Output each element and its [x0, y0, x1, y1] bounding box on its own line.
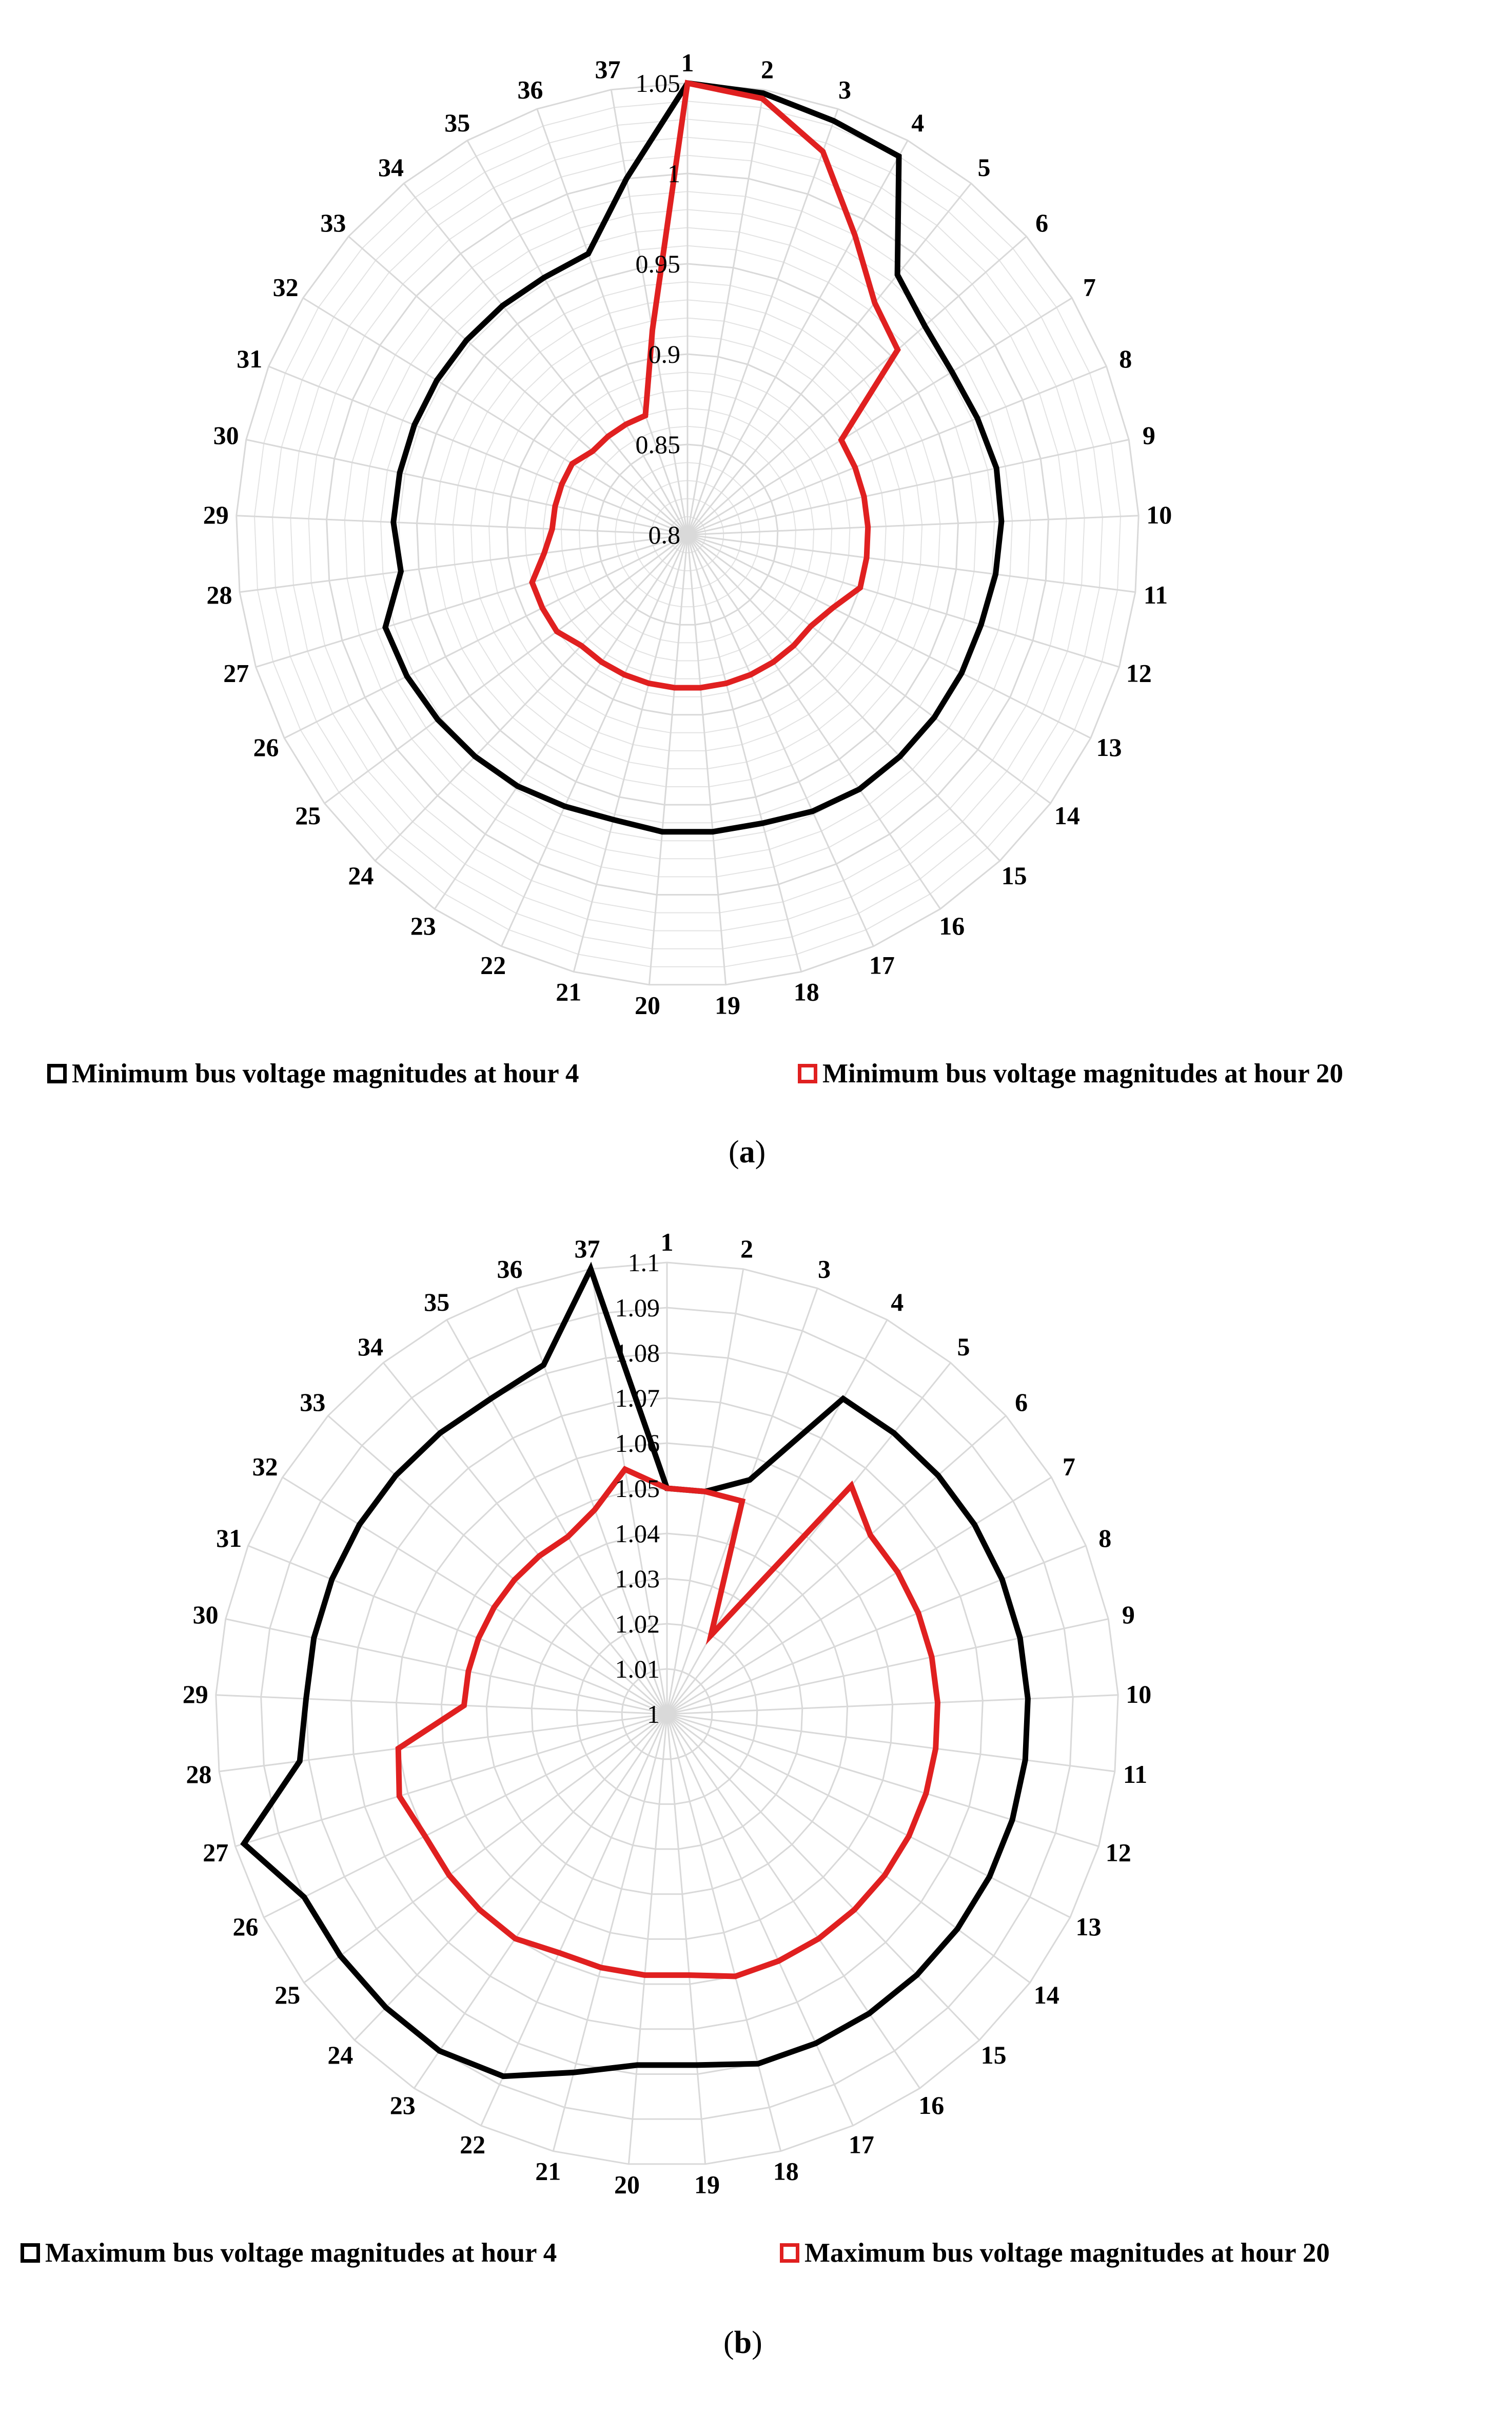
- grid-spoke: [667, 1714, 1070, 1917]
- radar-chart-a: [203, 48, 1172, 1020]
- category-label: 31: [237, 344, 263, 373]
- grid-spoke: [248, 1546, 667, 1714]
- legend-b-series-2-label: Maximum bus voltage magnitudes at hour 20: [804, 2238, 1330, 2268]
- category-label: 34: [378, 153, 404, 182]
- legend-b-series-1: [21, 2238, 557, 2268]
- category-label: 12: [1126, 658, 1152, 688]
- category-label: 9: [1122, 1600, 1135, 1629]
- grid-spoke: [264, 1714, 667, 1917]
- category-label: 2: [761, 55, 774, 84]
- panel-b-letter: b: [734, 2325, 752, 2360]
- category-label: 7: [1062, 1452, 1075, 1481]
- category-label: 23: [410, 911, 436, 941]
- category-label: 18: [773, 2156, 799, 2186]
- grid-spoke: [502, 535, 688, 946]
- radial-tick-label: 0.95: [635, 249, 680, 278]
- category-label: 7: [1083, 273, 1096, 302]
- category-label: 8: [1119, 344, 1132, 373]
- category-label: 12: [1105, 1838, 1131, 1867]
- category-label: 28: [186, 1759, 212, 1789]
- category-label: 23: [389, 2091, 416, 2120]
- category-label: 17: [848, 2130, 874, 2159]
- category-label: 5: [957, 1332, 970, 1362]
- radar-chart-b: [183, 1228, 1151, 2199]
- grid-spoke: [667, 1714, 1098, 1847]
- category-label: 18: [793, 977, 819, 1006]
- grid-spoke: [553, 1714, 667, 2151]
- panel-a-letter: a: [739, 1135, 755, 1170]
- radial-tick-label: 1.06: [615, 1429, 660, 1457]
- category-label: 3: [818, 1254, 831, 1284]
- category-label: 2: [740, 1234, 753, 1264]
- category-label: 5: [977, 153, 991, 182]
- grid-spoke: [414, 1714, 667, 2088]
- category-label: 29: [203, 500, 229, 529]
- category-label: 22: [480, 950, 506, 980]
- radial-tick-label: 1.02: [615, 1609, 660, 1638]
- category-label: 11: [1143, 580, 1168, 609]
- category-label: 14: [1054, 801, 1080, 830]
- category-label: 28: [206, 580, 232, 609]
- grid-spoke: [303, 298, 688, 535]
- radial-tick-label: 1.01: [615, 1655, 660, 1683]
- radial-tick-label: 1.08: [615, 1338, 660, 1367]
- category-label: 19: [715, 990, 740, 1020]
- legend-swatch-red: [798, 1064, 817, 1083]
- grid-spoke: [269, 366, 688, 535]
- legend-swatch-black: [47, 1064, 67, 1083]
- radial-tick-label: 1.1: [627, 1248, 660, 1277]
- category-label: 21: [535, 2156, 561, 2186]
- category-label: 35: [424, 1287, 450, 1316]
- category-label: 37: [595, 55, 621, 84]
- category-label: 10: [1126, 1680, 1152, 1708]
- category-label: 3: [838, 75, 851, 104]
- grid-spoke: [283, 1478, 667, 1714]
- radial-tick-label: 0.9: [648, 340, 680, 368]
- category-label: 10: [1146, 500, 1172, 529]
- category-label: 6: [1035, 208, 1049, 238]
- legend-a-series-2: [798, 1058, 1343, 1089]
- category-label: 35: [444, 108, 470, 137]
- category-label: 16: [918, 2091, 945, 2120]
- category-label: 30: [213, 421, 239, 450]
- radial-tick-label: 1.03: [615, 1564, 660, 1593]
- category-label: 37: [574, 1234, 600, 1264]
- legend-a-series-1-label: Minimum bus voltage magnitudes at hour 4: [72, 1059, 579, 1089]
- category-label: 15: [980, 2040, 1007, 2070]
- category-label: 27: [223, 658, 249, 688]
- category-label: 25: [274, 1980, 301, 2010]
- grid-spoke: [688, 535, 1091, 738]
- grid-spoke: [688, 298, 1072, 535]
- category-label: 36: [497, 1254, 523, 1284]
- legend-swatch-red: [780, 2243, 799, 2263]
- radial-tick-label: 1: [647, 1700, 660, 1728]
- radial-tick-label: 1.09: [615, 1293, 660, 1322]
- legend-b-series-2: [780, 2238, 1330, 2268]
- category-label: 16: [939, 911, 965, 941]
- grid-spoke: [688, 516, 1138, 535]
- legend-a-series-2-label: Minimum bus voltage magnitudes at hour 20: [822, 1059, 1343, 1089]
- grid-spoke: [688, 535, 801, 972]
- category-label: 20: [614, 2170, 640, 2199]
- category-label: 29: [182, 1680, 208, 1708]
- category-label: 32: [252, 1452, 278, 1481]
- radial-tick-label: 1.07: [615, 1384, 660, 1412]
- grid-spoke: [688, 109, 838, 535]
- category-label: 4: [891, 1287, 904, 1316]
- category-label: 8: [1098, 1524, 1112, 1552]
- category-label: 1: [681, 48, 694, 77]
- grid-spoke: [284, 535, 688, 738]
- category-label: 32: [272, 273, 299, 302]
- radial-tick-label: 1.05: [615, 1474, 660, 1503]
- radial-tick-label: 1.05: [635, 69, 680, 98]
- category-label: 27: [203, 1838, 229, 1867]
- category-label: 11: [1123, 1759, 1148, 1789]
- grid-spoke: [237, 516, 688, 535]
- radial-tick-label: 0.8: [648, 520, 680, 549]
- legend-a-series-1: [47, 1058, 579, 1089]
- panel-b-label: (b): [723, 2325, 762, 2360]
- category-label: 31: [216, 1524, 242, 1552]
- grid-spoke: [667, 1416, 1006, 1714]
- radial-tick-label: 1.04: [615, 1519, 660, 1548]
- grid-spoke: [688, 535, 1119, 667]
- category-label: 17: [869, 950, 895, 980]
- category-label: 33: [320, 208, 346, 238]
- category-label: 13: [1096, 733, 1122, 762]
- radial-tick-label: 1: [667, 159, 680, 188]
- category-label: 26: [232, 1912, 259, 1941]
- category-label: 20: [635, 990, 660, 1020]
- grid-spoke: [537, 109, 688, 535]
- category-label: 9: [1142, 421, 1155, 450]
- category-label: 13: [1075, 1912, 1102, 1941]
- category-label: 25: [295, 801, 321, 830]
- grid-spoke: [667, 1714, 920, 2088]
- grid-spoke: [667, 1546, 1086, 1714]
- category-label: 30: [192, 1600, 219, 1629]
- category-label: 22: [460, 2130, 486, 2159]
- category-label: 33: [300, 1388, 326, 1417]
- panel-a-label: (a): [729, 1135, 766, 1170]
- category-label: 24: [348, 861, 374, 890]
- legend-swatch-black: [21, 2243, 40, 2263]
- category-label: 26: [253, 733, 279, 762]
- category-label: 21: [556, 977, 582, 1006]
- legend-b-series-1-label: Maximum bus voltage magnitudes at hour 4: [45, 2238, 557, 2268]
- category-label: 1: [660, 1228, 674, 1256]
- grid-spoke: [649, 535, 688, 985]
- radial-tick-label: 0.85: [635, 430, 680, 459]
- grid-spoke: [256, 535, 688, 667]
- category-label: 19: [694, 2170, 720, 2199]
- grid-spoke: [688, 535, 726, 985]
- grid-spoke: [574, 535, 688, 972]
- grid-spoke: [667, 1714, 781, 2151]
- category-label: 24: [327, 2040, 354, 2070]
- category-label: 15: [1001, 861, 1027, 890]
- category-label: 34: [358, 1332, 383, 1362]
- category-label: 36: [517, 75, 543, 104]
- category-label: 6: [1015, 1388, 1028, 1417]
- category-label: 4: [911, 108, 925, 137]
- category-label: 14: [1033, 1980, 1059, 2010]
- grid-spoke: [688, 366, 1107, 535]
